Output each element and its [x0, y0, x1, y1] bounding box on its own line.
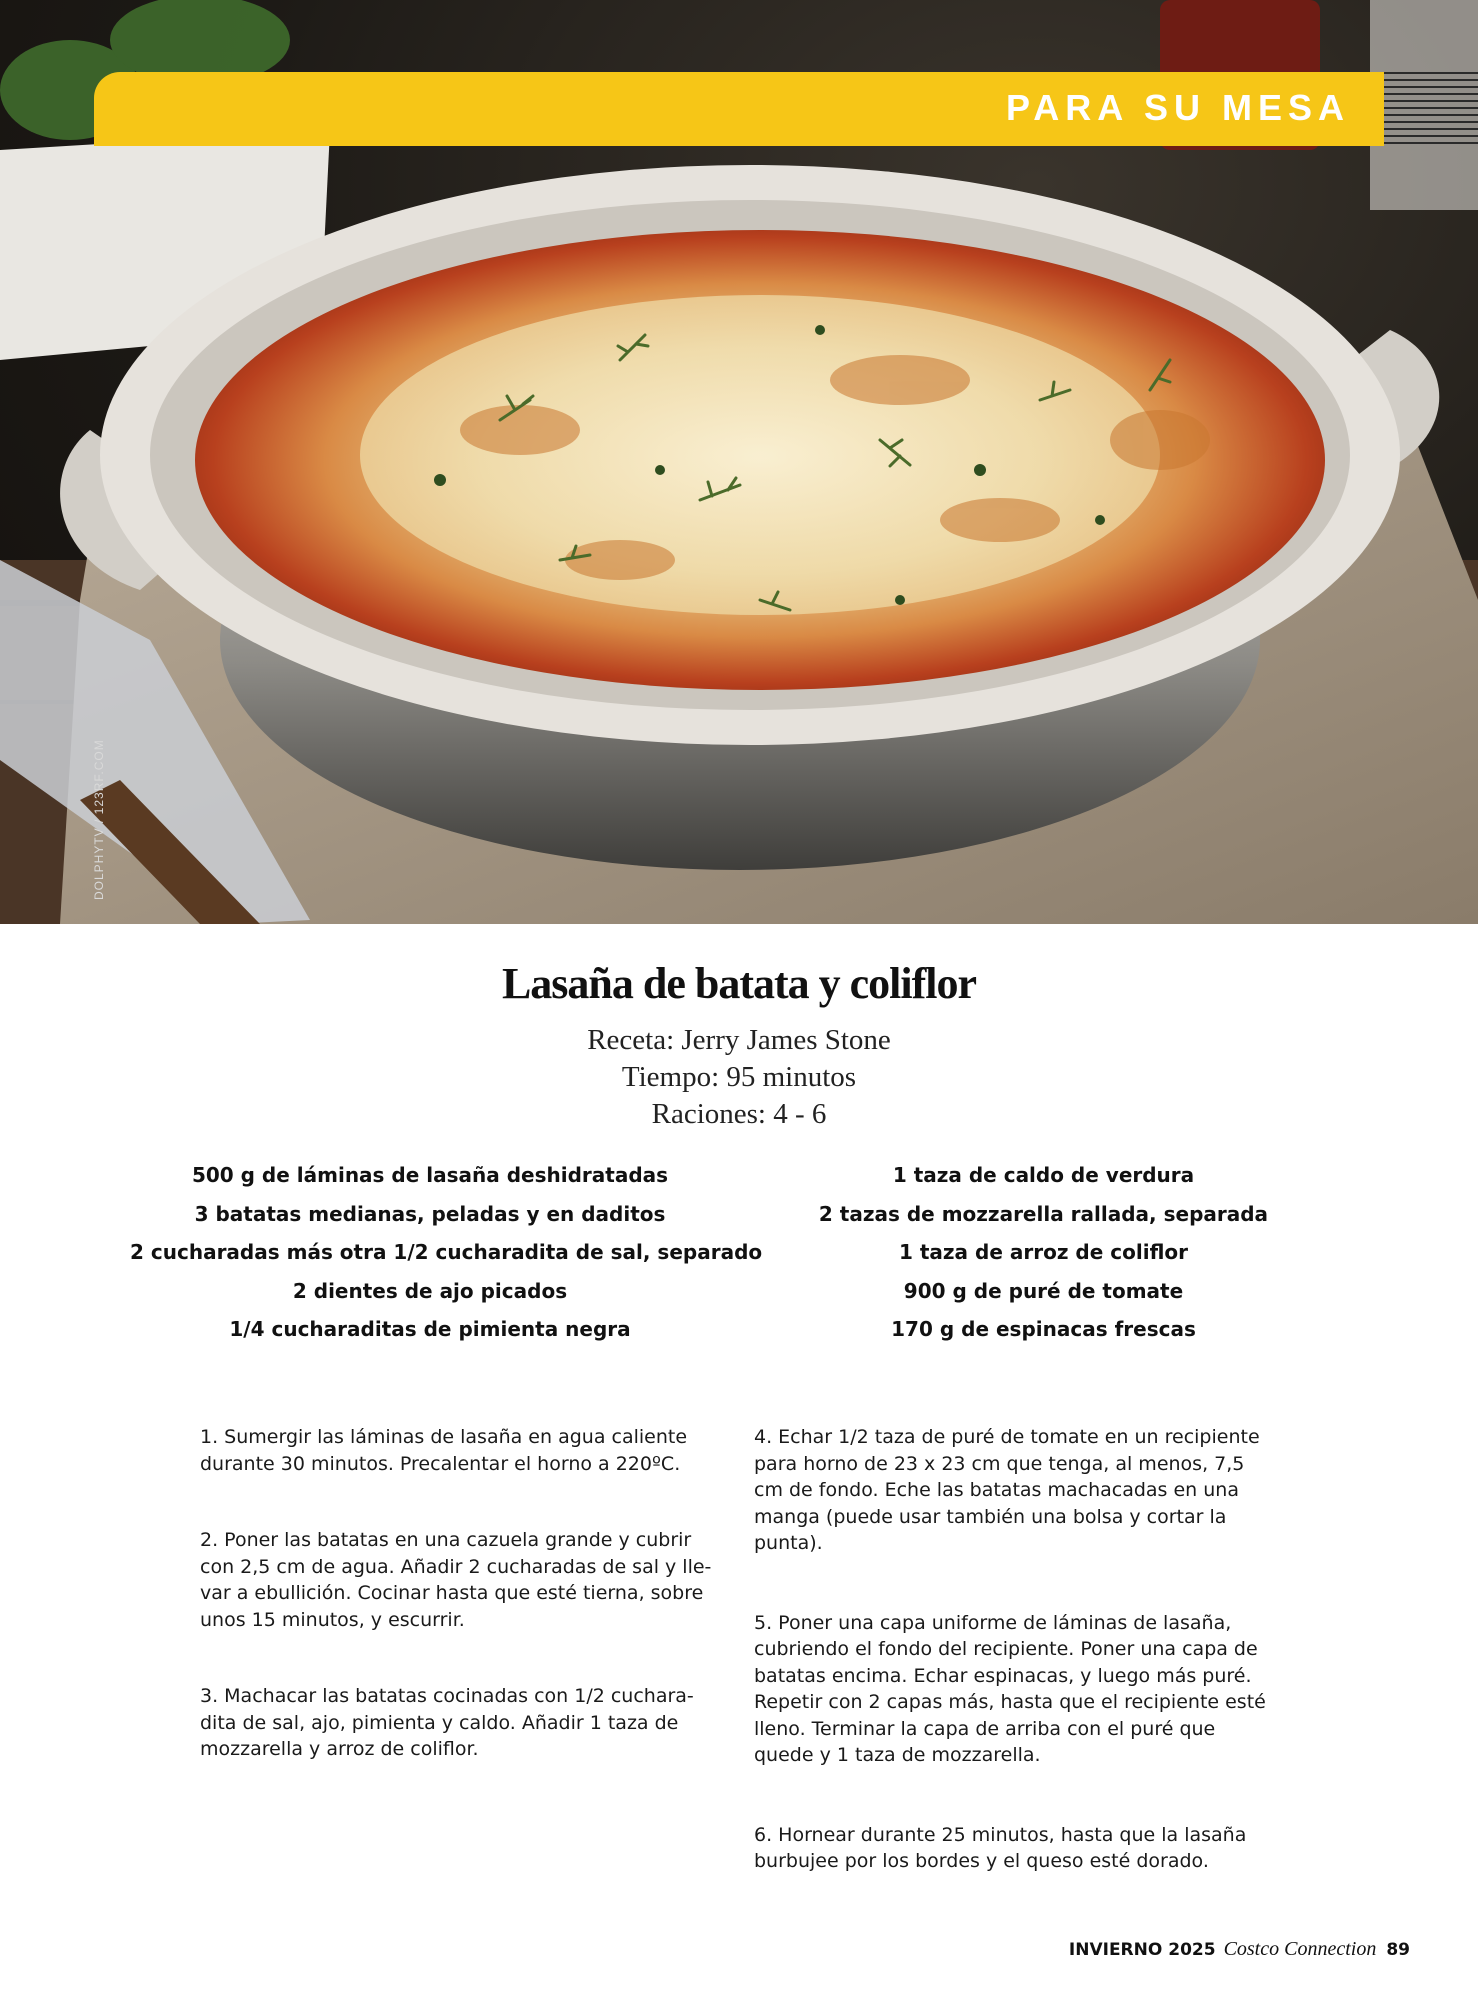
- recipe-title: Lasaña de batata y coliflor: [501, 959, 977, 1008]
- steps-column-right: [754, 1424, 1294, 1928]
- step-2: 2. Poner las batatas en una cazuela grande y cubrir con 2,5 cm de agua. Añadir 2 cucharadas de sal y lle- var a ebullición. Cocinar hasta que esté tierna, sobre unos 15 minutos, y escurrir.: [200, 1529, 712, 1631]
- recipe-servings: Raciones: 4 - 6: [651, 1098, 827, 1130]
- ingredient-item: 2 dientes de ajo picados: [292, 1278, 568, 1303]
- banner-stripes: [1384, 72, 1478, 146]
- page-number: 89: [1386, 1940, 1410, 1960]
- ingredient-item: 3 batatas medianas, peladas y en daditos: [194, 1201, 666, 1226]
- ingredient-item: 1 taza de caldo de verdura: [892, 1163, 1195, 1187]
- ingredient-item: 1 taza de arroz de coliflor: [898, 1240, 1189, 1264]
- recipe-time: Tiempo: 95 minutos: [621, 1061, 857, 1093]
- steps-column-left: [200, 1424, 720, 1813]
- section-banner: [94, 72, 1384, 146]
- hero-photo: [0, 0, 1478, 924]
- recipe-meta: [0, 1022, 1478, 1133]
- recipe-author: Receta: Jerry James Stone: [587, 1024, 891, 1056]
- magazine-name: Costco Connection: [1223, 1938, 1377, 1960]
- ingredient-item: 1/4 cucharaditas de pimienta negra: [229, 1317, 631, 1341]
- ingredients-list-right: [776, 1156, 1311, 1349]
- ingredient-item: 500 g de láminas de lasaña deshidratadas: [191, 1163, 669, 1187]
- issue-label: INVIERNO 2025: [1068, 1940, 1216, 1960]
- step-1: 1. Sumergir las láminas de lasaña en agua caliente durante 30 minutos. Precalentar el horno a 220ºC.: [200, 1426, 688, 1475]
- step-6: 6. Hornear durante 25 minutos, hasta que la lasaña burbujee por los bordes y el queso esté dorado.: [754, 1823, 1247, 1872]
- section-label: PARA SU MESA: [1005, 87, 1350, 128]
- step-3: 3. Machacar las batatas cocinadas con 1/2 cuchara- dita de sal, ajo, pimienta y caldo. Añadir 1 taza de mozzarella y arroz de coliflor.: [200, 1685, 694, 1760]
- ingredient-item: 900 g de puré de tomate: [903, 1278, 1184, 1303]
- ingredient-item: 2 cucharadas más otra 1/2 cucharadita de sal, separado: [130, 1240, 763, 1264]
- ingredient-item: 170 g de espinacas frescas: [891, 1317, 1196, 1341]
- photo-credit: DOLPHYTV / 123RF.COM: [92, 739, 106, 900]
- step-5: 5. Poner una capa uniforme de láminas de lasaña, cubriendo el fondo del recipiente. Poner una capa de batatas encima. Echar espinacas, y luego más puré. Repetir con 2 capas más, hasta que el recipiente esté lleno. Terminar la capa de arriba con el puré que quede y 1 taza de mozzarella.: [754, 1611, 1266, 1766]
- ingredients-list-left: [130, 1156, 763, 1349]
- ingredient-item: 2 tazas de mozzarella rallada, separada: [818, 1201, 1269, 1226]
- page-footer: [1069, 1938, 1410, 1961]
- step-4: 4. Echar 1/2 taza de puré de tomate en un recipiente para horno de 23 x 23 cm que tenga, al menos, 7,5 cm de fondo. Eche las batatas machacadas en una manga (puede usar también una bolsa y cortar la punta).: [754, 1426, 1260, 1554]
